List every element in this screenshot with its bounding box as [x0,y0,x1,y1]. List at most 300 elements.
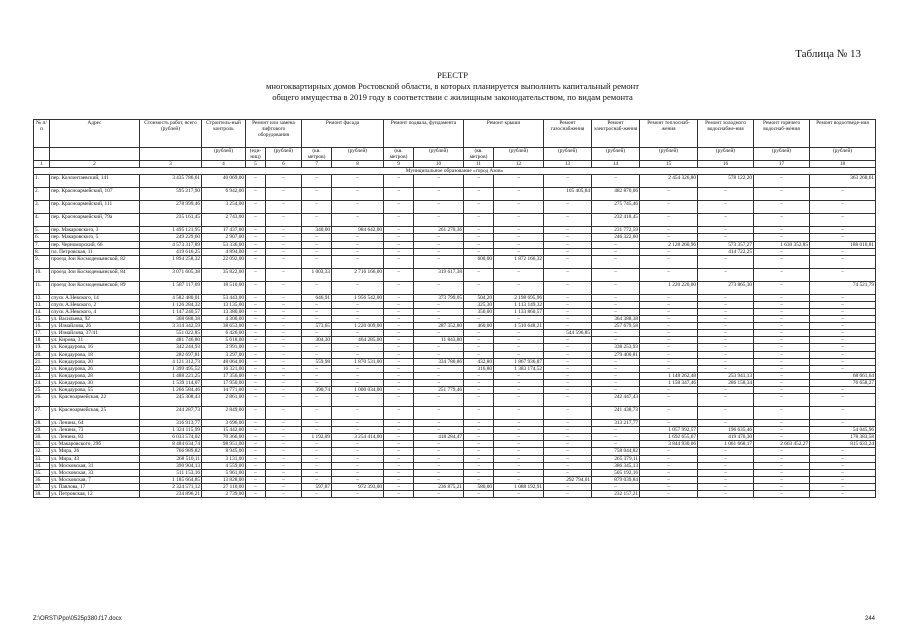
value-cell: 53 443,00 [202,294,246,301]
value-cell: – [302,281,332,294]
value-cell: – [810,248,876,255]
value-cell: – [266,234,302,241]
unit-cell: (рублей) [698,148,754,161]
value-cell: – [754,491,810,498]
value-cell: – [640,476,698,483]
value-cell: – [414,301,464,308]
table-row [34,407,876,420]
value-cell: – [640,234,698,241]
value-cell: – [302,394,332,407]
value-cell: – [640,483,698,490]
table-row [34,351,876,358]
value-cell: – [302,476,332,483]
value-cell: 419 616,25 [140,248,202,255]
value-cell: – [544,234,592,241]
value-cell: – [414,188,464,201]
row-number: 28. [34,420,50,427]
value-cell: – [302,407,332,420]
value-cell: – [246,201,266,214]
address-cell: пер. Красноармейский, 79а [50,214,140,227]
value-cell: – [302,351,332,358]
value-cell: 464 285,00 [332,337,384,344]
value-cell: 249 229,60 [140,234,202,241]
title-line: многоквартирных домов Ростовской области, в которых планируется выполнить капитальный ремонт [265,81,640,91]
value-cell: – [494,394,544,407]
address-cell: ул. Павлова, 17 [50,483,140,490]
value-cell: 2 849,00 [202,407,246,420]
title-line: РЕЕСТР [436,70,469,80]
value-cell: – [246,394,266,407]
address-cell: ул. Измайлова, 26 [50,323,140,330]
value-cell: 316 913,77 [140,420,202,427]
value-cell: – [414,308,464,315]
value-cell: 1 872 166,32 [494,255,544,268]
row-number: 14. [34,308,50,315]
value-cell: 2 743,00 [202,214,246,227]
value-cell: – [698,201,754,214]
table-row [34,344,876,351]
value-cell: – [332,379,384,386]
value-cell: 368 688,38 [140,316,202,323]
address-cell: ул. Ленина, 83 [50,434,140,441]
value-cell: – [544,407,592,420]
value-cell: – [810,351,876,358]
value-cell: – [754,344,810,351]
table-row [34,330,876,337]
value-cell: 1 057 992,57 [640,427,698,434]
value-cell: – [414,255,464,268]
table-row [34,308,876,315]
value-cell: – [464,214,494,227]
value-cell: – [266,308,302,315]
value-cell: – [698,344,754,351]
table-row [34,469,876,476]
column-number-cell: 16 [698,161,754,168]
value-cell: – [246,420,266,427]
value-cell: – [414,455,464,462]
value-cell: 3 254,00 [202,201,246,214]
value-cell: 334 780,86 [414,358,464,365]
value-cell: – [266,227,302,234]
value-cell: – [810,394,876,407]
value-cell: 573,65 [302,323,332,330]
value-cell: – [332,214,384,227]
value-cell: 4 300,00 [202,316,246,323]
value-cell: 11 843,80 [414,337,464,344]
value-cell: – [464,201,494,214]
value-cell: 350,00 [464,308,494,315]
value-cell: – [384,214,414,227]
value-cell: – [754,394,810,407]
value-cell: 580,00 [464,483,494,490]
row-number: 2. [34,188,50,201]
unit-cell: (рублей) [332,148,384,161]
value-cell: – [246,308,266,315]
value-cell: – [384,394,414,407]
column-number-row [34,161,876,168]
value-cell: – [384,491,414,498]
value-cell: – [384,469,414,476]
value-cell: – [640,255,698,268]
value-cell: – [754,268,810,281]
value-cell: – [698,294,754,301]
value-cell: – [246,358,266,365]
value-cell: 6 942,00 [202,188,246,201]
value-cell: – [810,301,876,308]
value-cell: – [544,337,592,344]
table-row [34,420,876,427]
value-cell: – [754,234,810,241]
value-cell: – [640,308,698,315]
value-cell: 879 039,84 [592,476,640,483]
table-body [34,161,876,498]
value-cell: – [754,420,810,427]
address-cell: ул. Московская, 31 [50,462,140,469]
value-cell: 3 696,00 [202,420,246,427]
value-cell: 505 192,16 [592,469,640,476]
column-number-cell: 18 [810,161,876,168]
value-cell: – [698,407,754,420]
value-cell: 76 658,27 [810,379,876,386]
value-cell: – [414,476,464,483]
value-cell: – [592,175,640,188]
value-cell: – [494,175,544,188]
value-cell: – [544,214,592,227]
value-cell: – [640,323,698,330]
table-row [34,448,876,455]
value-cell: – [494,455,544,462]
unit-cell: (рублей) [544,148,592,161]
value-cell: 2 454 326,80 [640,175,698,188]
value-cell: 48 064,00 [202,358,246,365]
value-cell: 236 875,21 [414,483,464,490]
value-cell: 419 470,30 [698,434,754,441]
value-cell: – [332,491,384,498]
value-cell: – [266,241,302,248]
address-cell: спуск А.Невского, 4 [50,308,140,315]
value-cell: 304,30 [302,337,332,344]
value-cell: – [698,476,754,483]
value-cell: 600,00 [464,255,494,268]
value-cell: – [246,344,266,351]
value-cell: – [246,268,266,281]
value-cell: – [810,344,876,351]
unit-cell: (рублей) [414,148,464,161]
value-cell: – [246,175,266,188]
row-number: 17. [34,330,50,337]
value-cell: 390 904,13 [140,462,202,469]
value-cell: – [332,175,384,188]
value-cell: – [246,316,266,323]
value-cell: – [302,255,332,268]
header-roof: Ремонт крыши [464,120,544,148]
value-cell: 3 071 605,38 [140,268,202,281]
value-cell: – [698,234,754,241]
value-cell: – [266,427,302,434]
value-cell: – [266,455,302,462]
unit-cell: (рублей) [810,148,876,161]
value-cell: 3 991,00 [202,344,246,351]
value-cell: – [266,483,302,490]
value-cell: – [266,476,302,483]
value-cell: – [640,386,698,393]
value-cell: – [754,227,810,234]
value-cell: 1 587 117,09 [140,281,202,294]
value-cell: – [640,301,698,308]
value-cell: – [754,294,810,301]
column-number-cell: 7 [302,161,332,168]
address-cell: ул. Кондаурова, 16 [50,344,140,351]
value-cell: – [640,491,698,498]
unit-cell [34,148,50,161]
value-cell: 242 447,43 [592,394,640,407]
value-cell: – [384,281,414,294]
value-cell: 1 003,33 [302,268,332,281]
value-cell: 1 113 149,32 [494,301,544,308]
value-cell: 188 010,81 [810,241,876,248]
value-cell: – [384,330,414,337]
value-cell: 232 418,45 [592,214,640,227]
value-cell: – [810,255,876,268]
value-cell: – [414,469,464,476]
value-cell: 1 894 258,32 [140,255,202,268]
value-cell: – [494,448,544,455]
value-cell: 1 148 262,48 [640,372,698,379]
value-cell: – [246,281,266,294]
value-cell: 257 679,58 [592,323,640,330]
value-cell: 3 254 414,00 [332,434,384,441]
value-cell: – [332,188,384,201]
table-row [34,386,876,393]
value-cell: 373 799,05 [414,294,464,301]
value-cell: – [698,351,754,358]
value-cell: – [332,316,384,323]
value-cell: 504,20 [464,294,494,301]
value-cell: – [494,379,544,386]
value-cell: – [246,434,266,441]
value-cell: – [246,455,266,462]
value-cell: 244 287,73 [140,407,202,420]
value-cell: 22 092,00 [202,255,246,268]
header-cold-water: Ремонт холодного водоснабже-ния [698,120,754,148]
column-number-cell: 13 [544,161,592,168]
value-cell: 1 000 034,00 [332,386,384,393]
value-cell: – [302,462,332,469]
value-cell: – [698,255,754,268]
value-cell: – [640,462,698,469]
unit-cell: (кв. метров) [302,148,332,161]
value-cell: – [544,316,592,323]
value-cell: – [754,386,810,393]
value-cell: 1 147 240,57 [140,308,202,315]
value-cell: – [810,483,876,490]
value-cell: – [414,330,464,337]
value-cell: – [544,483,592,490]
value-cell: – [754,351,810,358]
value-cell: – [384,241,414,248]
value-cell: – [592,358,640,365]
value-cell: 68 661,64 [810,372,876,379]
value-cell: – [414,281,464,294]
value-cell: – [494,434,544,441]
header-supervision: Строитель-ный контроль [202,120,246,148]
address-cell: ул. Кирова, 31 [50,337,140,344]
value-cell: 16 321,00 [202,365,246,372]
value-cell: – [640,448,698,455]
value-cell: – [544,455,592,462]
value-cell: – [494,407,544,420]
header-facade: Ремонт фасада [302,120,384,148]
value-cell: – [544,448,592,455]
value-cell: – [464,281,494,294]
value-cell: – [332,462,384,469]
value-cell: – [302,248,332,255]
value-cell: – [332,255,384,268]
value-cell: – [464,337,494,344]
value-cell: – [332,281,384,294]
value-cell: – [332,330,384,337]
value-cell: – [754,281,810,294]
value-cell: – [384,268,414,281]
value-cell: 4 121 312,73 [140,358,202,365]
value-cell: – [592,337,640,344]
value-cell: 13 380,00 [202,308,246,315]
value-cell: – [266,344,302,351]
value-cell: – [698,462,754,469]
value-cell: – [544,308,592,315]
header-no: № п/п [34,120,50,148]
value-cell: – [414,344,464,351]
value-cell: – [592,241,640,248]
row-number: 27. [34,407,50,420]
value-cell: – [332,448,384,455]
value-cell: – [384,483,414,490]
table-row [34,379,876,386]
value-cell: 364 388,38 [592,316,640,323]
address-cell: пер. Коллонтаевский, 141 [50,175,140,188]
value-cell: – [266,281,302,294]
column-number-cell: 1 [34,161,50,168]
value-cell: – [384,248,414,255]
value-cell: – [810,323,876,330]
value-cell: 268 510,11 [140,455,202,462]
value-cell: 414 722,25 [698,248,754,255]
value-cell: – [494,188,544,201]
value-cell: 3 435 786,61 [140,175,202,188]
value-cell: – [494,201,544,214]
value-cell: – [414,407,464,420]
value-cell: – [754,407,810,420]
value-cell: 4 582 480,01 [140,294,202,301]
value-cell: – [266,434,302,441]
value-cell: – [494,227,544,234]
address-cell: пер. Макаровского, 5 [50,234,140,241]
value-cell: – [266,268,302,281]
column-number-cell: 4 [202,161,246,168]
value-cell: – [544,255,592,268]
value-cell: 15 442,00 [202,427,246,434]
value-cell: – [246,188,266,201]
value-cell: – [384,188,414,201]
row-number: 29. [34,427,50,434]
value-cell: – [246,227,266,234]
value-cell: – [810,448,876,455]
value-cell: – [302,188,332,201]
value-cell: – [266,491,302,498]
value-cell: – [544,175,592,188]
value-cell: 54 045,96 [810,427,876,434]
value-cell: – [464,330,494,337]
value-cell: 245 308,43 [140,394,202,407]
value-cell: – [384,227,414,234]
value-cell: – [810,188,876,201]
value-cell: – [302,379,332,386]
table-row [34,491,876,498]
value-cell: – [810,268,876,281]
value-cell: – [246,255,266,268]
row-number: 10. [34,268,50,281]
value-cell: – [464,241,494,248]
value-cell: 14 771,00 [202,386,246,393]
value-cell: 275 745,46 [592,201,640,214]
value-cell: – [266,462,302,469]
row-number: 33. [34,455,50,462]
value-cell: – [266,407,302,420]
value-cell: – [414,379,464,386]
value-cell: – [266,379,302,386]
value-cell: – [384,294,414,301]
value-cell: – [544,420,592,427]
address-cell: пл. Петровская, 11 [50,248,140,255]
value-cell: – [384,441,414,448]
value-cell: 1 324 115,99 [140,427,202,434]
value-cell: – [754,330,810,337]
value-cell: – [544,491,592,498]
table-row [34,476,876,483]
column-number-cell: 6 [266,161,302,168]
value-cell: 1 956 542,00 [332,294,384,301]
table-row [34,188,876,201]
table-row [34,201,876,214]
value-cell: – [494,441,544,448]
value-cell: 286 158,34 [698,379,754,386]
value-cell: – [544,372,592,379]
value-cell: 1 133 860,57 [494,308,544,315]
row-number: 15. [34,316,50,323]
value-cell: – [332,476,384,483]
value-cell: – [754,448,810,455]
row-number: 13. [34,301,50,308]
value-cell: – [494,351,544,358]
value-cell: – [464,469,494,476]
row-number: 18. [34,337,50,344]
value-cell: 4 573 317,89 [140,241,202,248]
value-cell: – [754,175,810,188]
value-cell: – [414,214,464,227]
value-cell: – [464,476,494,483]
value-cell: – [266,386,302,393]
table-row [34,234,876,241]
value-cell: – [384,434,414,441]
unit-cell: (еди-ниц) [246,148,266,161]
value-cell: – [494,337,544,344]
value-cell: – [384,448,414,455]
value-cell: – [266,214,302,227]
value-cell: – [332,308,384,315]
address-cell: проезд Зои Космодемьянской, 84 [50,268,140,281]
value-cell: 482 870,06 [592,188,640,201]
value-cell: – [246,365,266,372]
